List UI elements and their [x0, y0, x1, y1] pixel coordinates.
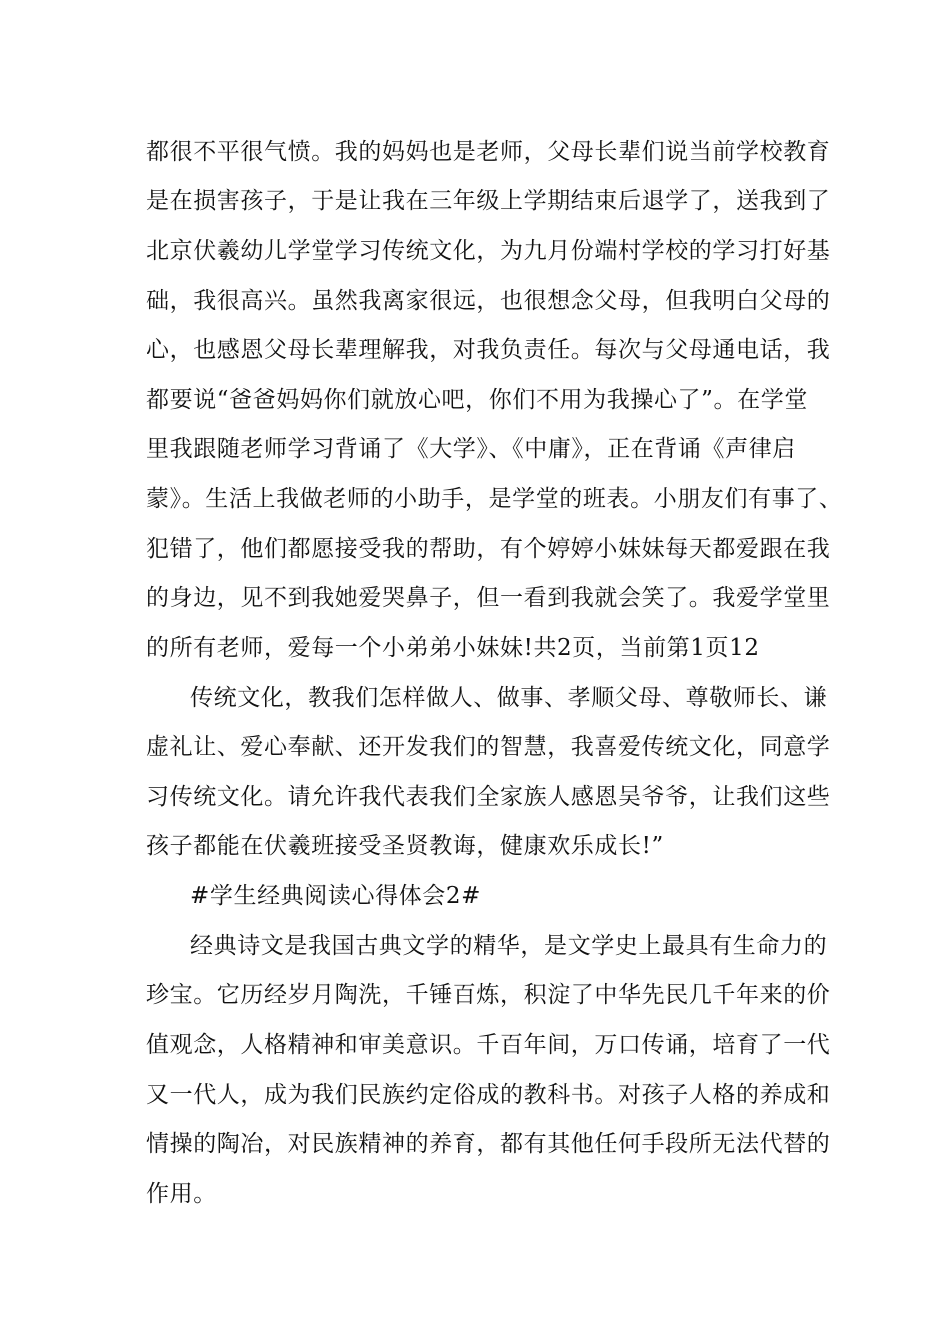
paragraph-2-line-1: 传统文化，教我们怎样做人、做事、孝顺父母、尊敬师长、谦	[190, 685, 828, 711]
paragraph-2-line-2: 虚礼让、爱心奉献、还开发我们的智慧，我喜爱传统文化，同意学	[146, 734, 831, 760]
paragraph-1-line-5: 心，也感恩父母长辈理解我，对我负责任。每次与父母通电话，我	[146, 337, 831, 363]
paragraph-1-line-3: 北京伏羲幼儿学堂学习传统文化，为九月份端村学校的学习打好基	[146, 238, 831, 264]
paragraph-1-line-10: 的身边，见不到我她爱哭鼻子，但一看到我就会笑了。我爱学堂里	[146, 585, 831, 611]
paragraph-1-line-2: 是在损害孩子，于是让我在三年级上学期结束后退学了，送我到了	[146, 188, 831, 214]
paragraph-2-line-3: 习传统文化。请允许我代表我们全家族人感恩吴爷爷，让我们这些	[146, 784, 831, 810]
paragraph-1-line-7: 里我跟随老师学习背诵了《大学》、《中庸》，正在背诵《声律启	[146, 436, 796, 462]
paragraph-3-line-2: 珍宝。它历经岁月陶洗，千锤百炼，积淀了中华先民几千年来的价	[146, 982, 831, 1008]
paragraph-3-line-5: 情操的陶冶，对民族精神的养育，都有其他任何手段所无法代替的	[146, 1131, 831, 1157]
paragraph-1-line-6: 都要说“爸爸妈妈你们就放心吧，你们不用为我操心了”。在学堂	[146, 387, 808, 413]
paragraph-3-line-4: 又一代人，成为我们民族约定俗成的教科书。对孩子人格的养成和	[146, 1082, 831, 1108]
paragraph-2-line-4: 孩子都能在伏羲班接受圣贤教诲，健康欢乐成长!”	[146, 833, 664, 859]
paragraph-1-line-1: 都很不平很气愤。我的妈妈也是老师，父母长辈们说当前学校教育	[146, 139, 831, 165]
section-heading: #学生经典阅读心得体会2#	[190, 883, 481, 909]
paragraph-1-line-4: 础，我很高兴。虽然我离家很远，也很想念父母，但我明白父母的	[146, 288, 831, 314]
paragraph-3-line-3: 值观念，人格精神和审美意识。千百年间，万口传诵，培育了一代	[146, 1032, 831, 1058]
paragraph-1-line-8: 蒙》。生活上我做老师的小助手，是学堂的班表。小朋友们有事了、	[146, 486, 843, 512]
paragraph-3-line-1: 经典诗文是我国古典文学的精华，是文学史上最具有生命力的	[190, 933, 828, 959]
paragraph-1-line-11: 的所有老师，爱每一个小弟弟小妹妹!共2页，当前第1页12	[146, 635, 760, 661]
paragraph-1-line-9: 犯错了，他们都愿接受我的帮助，有个婷婷小妹妹每天都爱跟在我	[146, 536, 831, 562]
paragraph-3-line-6: 作用。	[146, 1181, 217, 1207]
